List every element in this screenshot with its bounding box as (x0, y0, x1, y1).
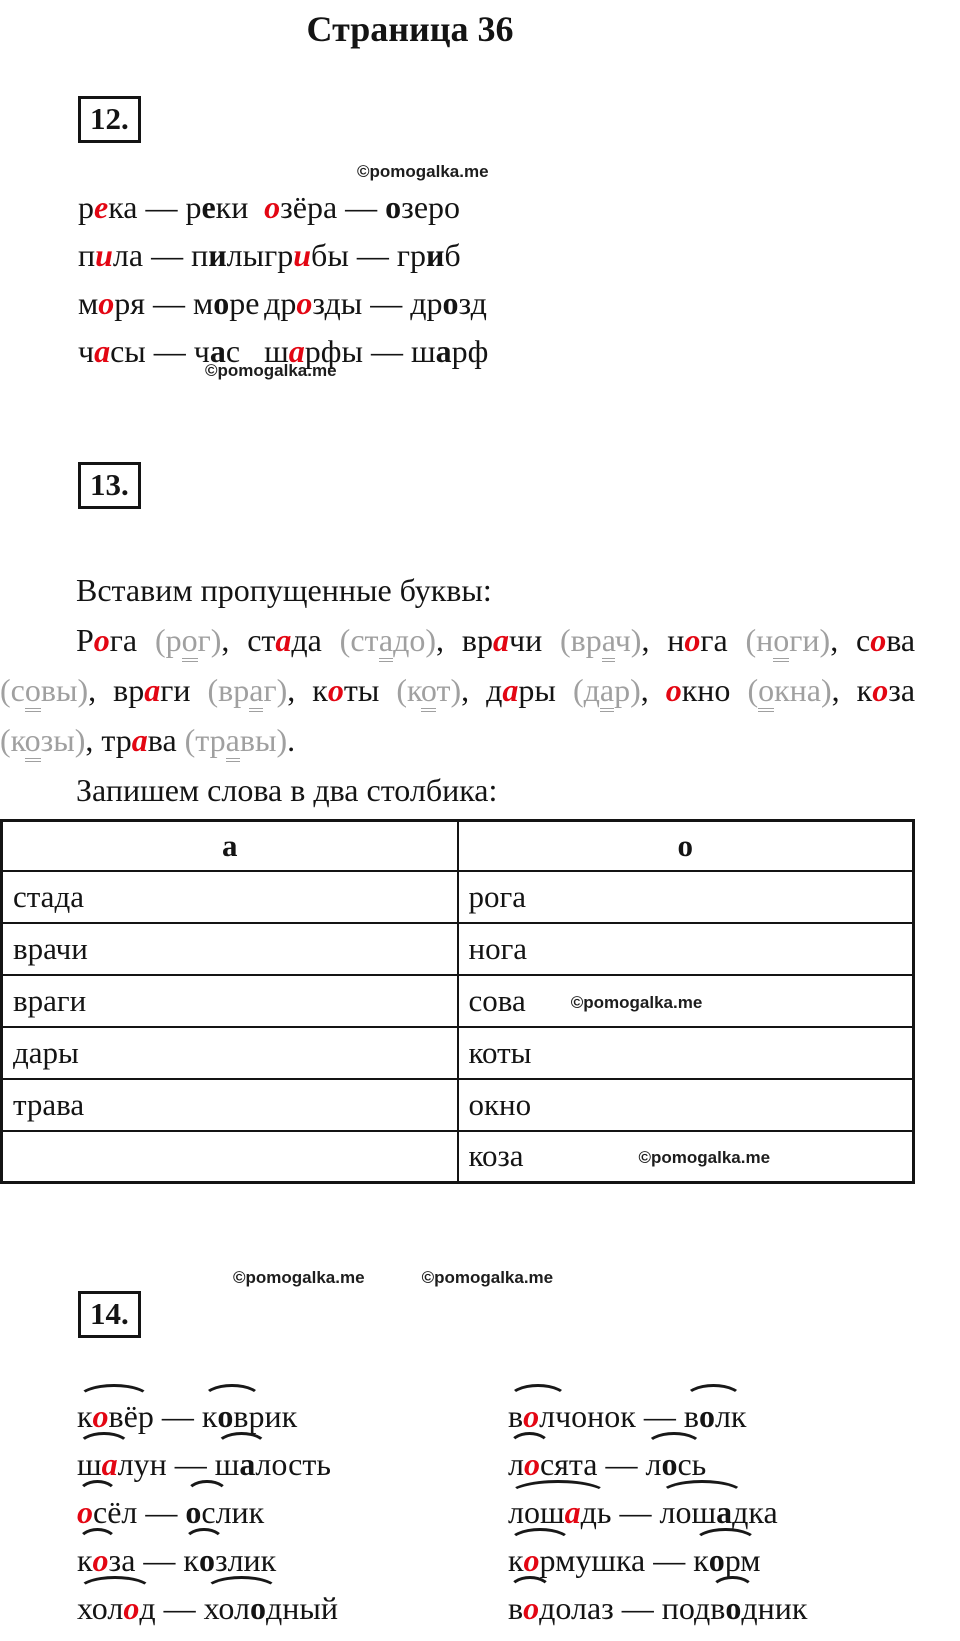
table-cell: трава (2, 1079, 458, 1131)
page-title: Страница 36 (306, 9, 514, 49)
watermark: ©pomogalka.me (570, 992, 703, 1012)
exercise-12 (78, 96, 960, 142)
word-pair-with-root-arcs: ковёр — коврик (77, 1398, 298, 1434)
table-cell: рога (458, 871, 914, 923)
root-arc: вод (710, 1590, 758, 1626)
table-row (2, 1027, 914, 1079)
table-row (2, 923, 914, 975)
table-row (2, 975, 914, 1027)
root-arc: коз (77, 1542, 122, 1578)
vowel-sorting-table (0, 819, 915, 1184)
root-arc: осл (185, 1494, 232, 1530)
table-row (2, 1079, 914, 1131)
root-arc: корм (693, 1542, 761, 1578)
word-pairs-column-right (264, 183, 488, 375)
table-cell: дары (2, 1027, 458, 1079)
table-cell: окно (458, 1079, 914, 1131)
word-pair-with-root-arcs: лосята — лось (508, 1446, 707, 1482)
root-arc: лошадь (508, 1494, 612, 1530)
word-pair-with-root-arcs: кормушка — корм (508, 1542, 761, 1578)
exercise-14-word-pairs (77, 1392, 960, 1632)
table-cell (458, 975, 914, 1027)
root-arc: шал (214, 1446, 272, 1482)
word-pair: пила — пилы (78, 237, 265, 273)
root-arc: лошад (659, 1494, 749, 1530)
table-row (2, 871, 914, 923)
exercise-13-answer-paragraph: Рога (рог), стада (стадо), врачи (врач), нога (ноги), сова (совы), враги (враг), коты (кот), дары (дар), окно (окна), коза (козы), трава (травы). (0, 615, 915, 765)
exercise-14 (78, 1291, 960, 1337)
table-cell-word: сова (468, 982, 526, 1018)
table-cell: врачи (2, 923, 458, 975)
word-pair: шарфы — шарф (264, 333, 489, 369)
word-pair: река — реки (78, 189, 249, 225)
table-cell (458, 1131, 914, 1183)
table-cell: враги (2, 975, 458, 1027)
root-arc: ковр (201, 1398, 265, 1434)
root-arc: волк (683, 1398, 747, 1434)
watermark: ©pomogalka.me (233, 1268, 365, 1287)
root-arc: шал (77, 1446, 134, 1482)
table-cell: коты (458, 1027, 914, 1079)
exercise-12-word-pairs (0, 183, 960, 375)
watermark: ©pomogalka.me (638, 1148, 771, 1168)
watermark: ©pomogalka.me (357, 162, 489, 181)
word-pair: часы — час (78, 333, 241, 369)
word-pair: грибы — гриб (264, 237, 461, 273)
root-arc: ковёр (77, 1398, 154, 1434)
table-cell: стада (2, 871, 458, 923)
root-arc: коз (183, 1542, 228, 1578)
word-pairs-column-left (78, 183, 264, 375)
watermark: ©pomogalka.me (421, 1268, 554, 1287)
word-pair-with-root-arcs: холод — холодный (77, 1590, 338, 1626)
root-arc: холод (77, 1590, 156, 1626)
table-header-o: о (458, 821, 914, 871)
table-header-a: а (2, 821, 458, 871)
root-arc: корм (508, 1542, 576, 1578)
root-arc: лось (645, 1446, 707, 1482)
watermark-row (233, 1268, 960, 1289)
word-pair-with-root-arcs: волчонок — волк (508, 1398, 747, 1434)
root-arc: вод (508, 1590, 556, 1626)
word-pair-with-root-arcs: шалун — шалость (77, 1446, 331, 1482)
root-arc: холод (203, 1590, 283, 1626)
root-arc: лос (508, 1446, 555, 1482)
table-row (2, 1131, 914, 1183)
word-pair: моря — море (78, 285, 260, 321)
word-pairs-column-right (508, 1392, 807, 1632)
watermark: ©pomogalka.me (205, 361, 337, 380)
word-pairs-column-left (77, 1392, 508, 1632)
root-arc: волч (508, 1398, 572, 1434)
exercise-13-number-box: 13. (78, 462, 141, 509)
table-cell: нога (458, 923, 914, 975)
word-pair-with-root-arcs: лошадь — лошадка (508, 1494, 778, 1530)
word-pair: дрозды — дрозд (264, 285, 487, 321)
exercise-12-number-box: 12. (78, 96, 141, 143)
table-header-row (2, 821, 914, 871)
word-pair-with-root-arcs: осёл — ослик (77, 1494, 265, 1530)
word-pair: озёра — озеро (264, 189, 461, 225)
table-caption: Запишем слова в два столбика: (76, 772, 498, 808)
word-pair-with-root-arcs: коза — козлик (77, 1542, 277, 1578)
exercise-14-number-box: 14. (78, 1291, 141, 1338)
word-pair-with-root-arcs: водолаз — подводник (508, 1590, 808, 1626)
root-arc: осё (77, 1494, 122, 1530)
exercise-13-intro: Вставим пропущенные буквы: (76, 572, 492, 608)
table-cell-word: коза (468, 1138, 524, 1174)
exercise-13 (78, 462, 960, 508)
table-cell (2, 1131, 458, 1183)
